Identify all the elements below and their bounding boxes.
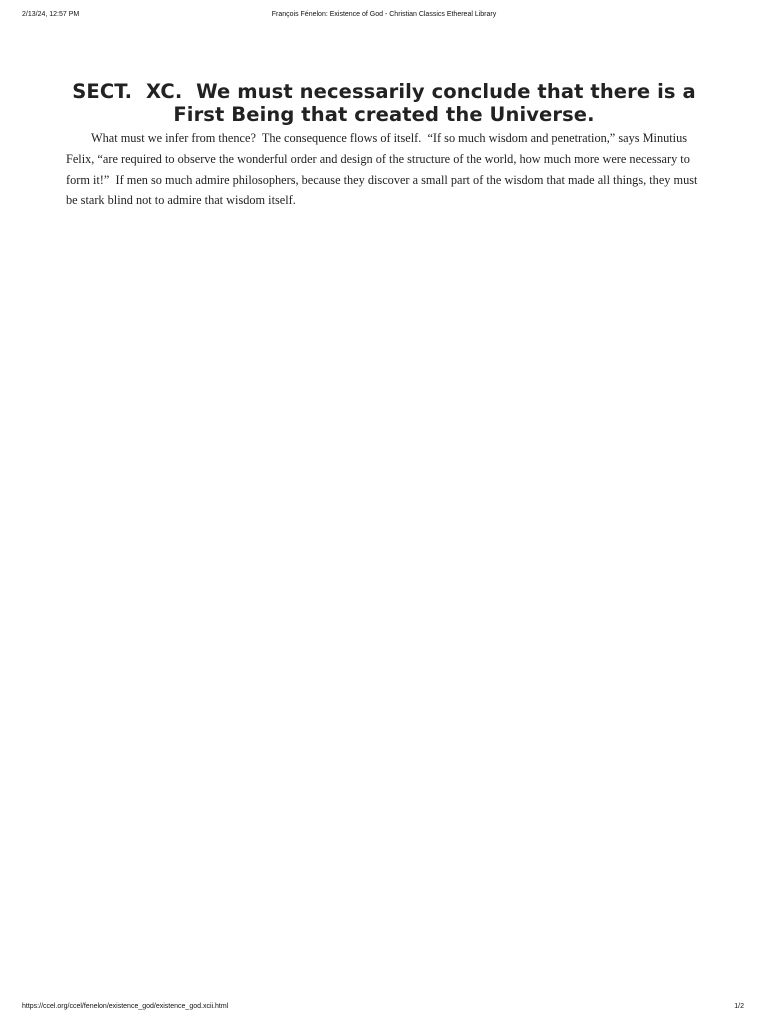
section-heading: SECT. XC. We must necessarily conclude that there is a First Being that created the Universe.	[72, 80, 703, 126]
print-date: 2/13/24, 12:57 PM	[22, 11, 80, 18]
page-number: 1/2	[734, 1003, 744, 1010]
print-header	[0, 11, 768, 23]
print-footer	[0, 1003, 768, 1015]
print-url: https://ccel.org/ccel/fenelon/existence_god/existence_god.xcii.html	[22, 1003, 229, 1010]
section-paragraph: What must we infer from thence? The consequence flows of itself. “If so much wisdom and penetration,” says Minutius Felix, “are required to observe the wonderful order and design of the structure of the world, how much more were necessary to form it!” If men so much admire philosophers, because they discover a small part of the wisdom that made all things, they must be stark blind not to admire that wisdom itself.	[66, 131, 701, 208]
article-content	[66, 80, 702, 211]
print-document-title: François Fénelon: Existence of God - Christian Classics Ethereal Library	[271, 11, 497, 18]
